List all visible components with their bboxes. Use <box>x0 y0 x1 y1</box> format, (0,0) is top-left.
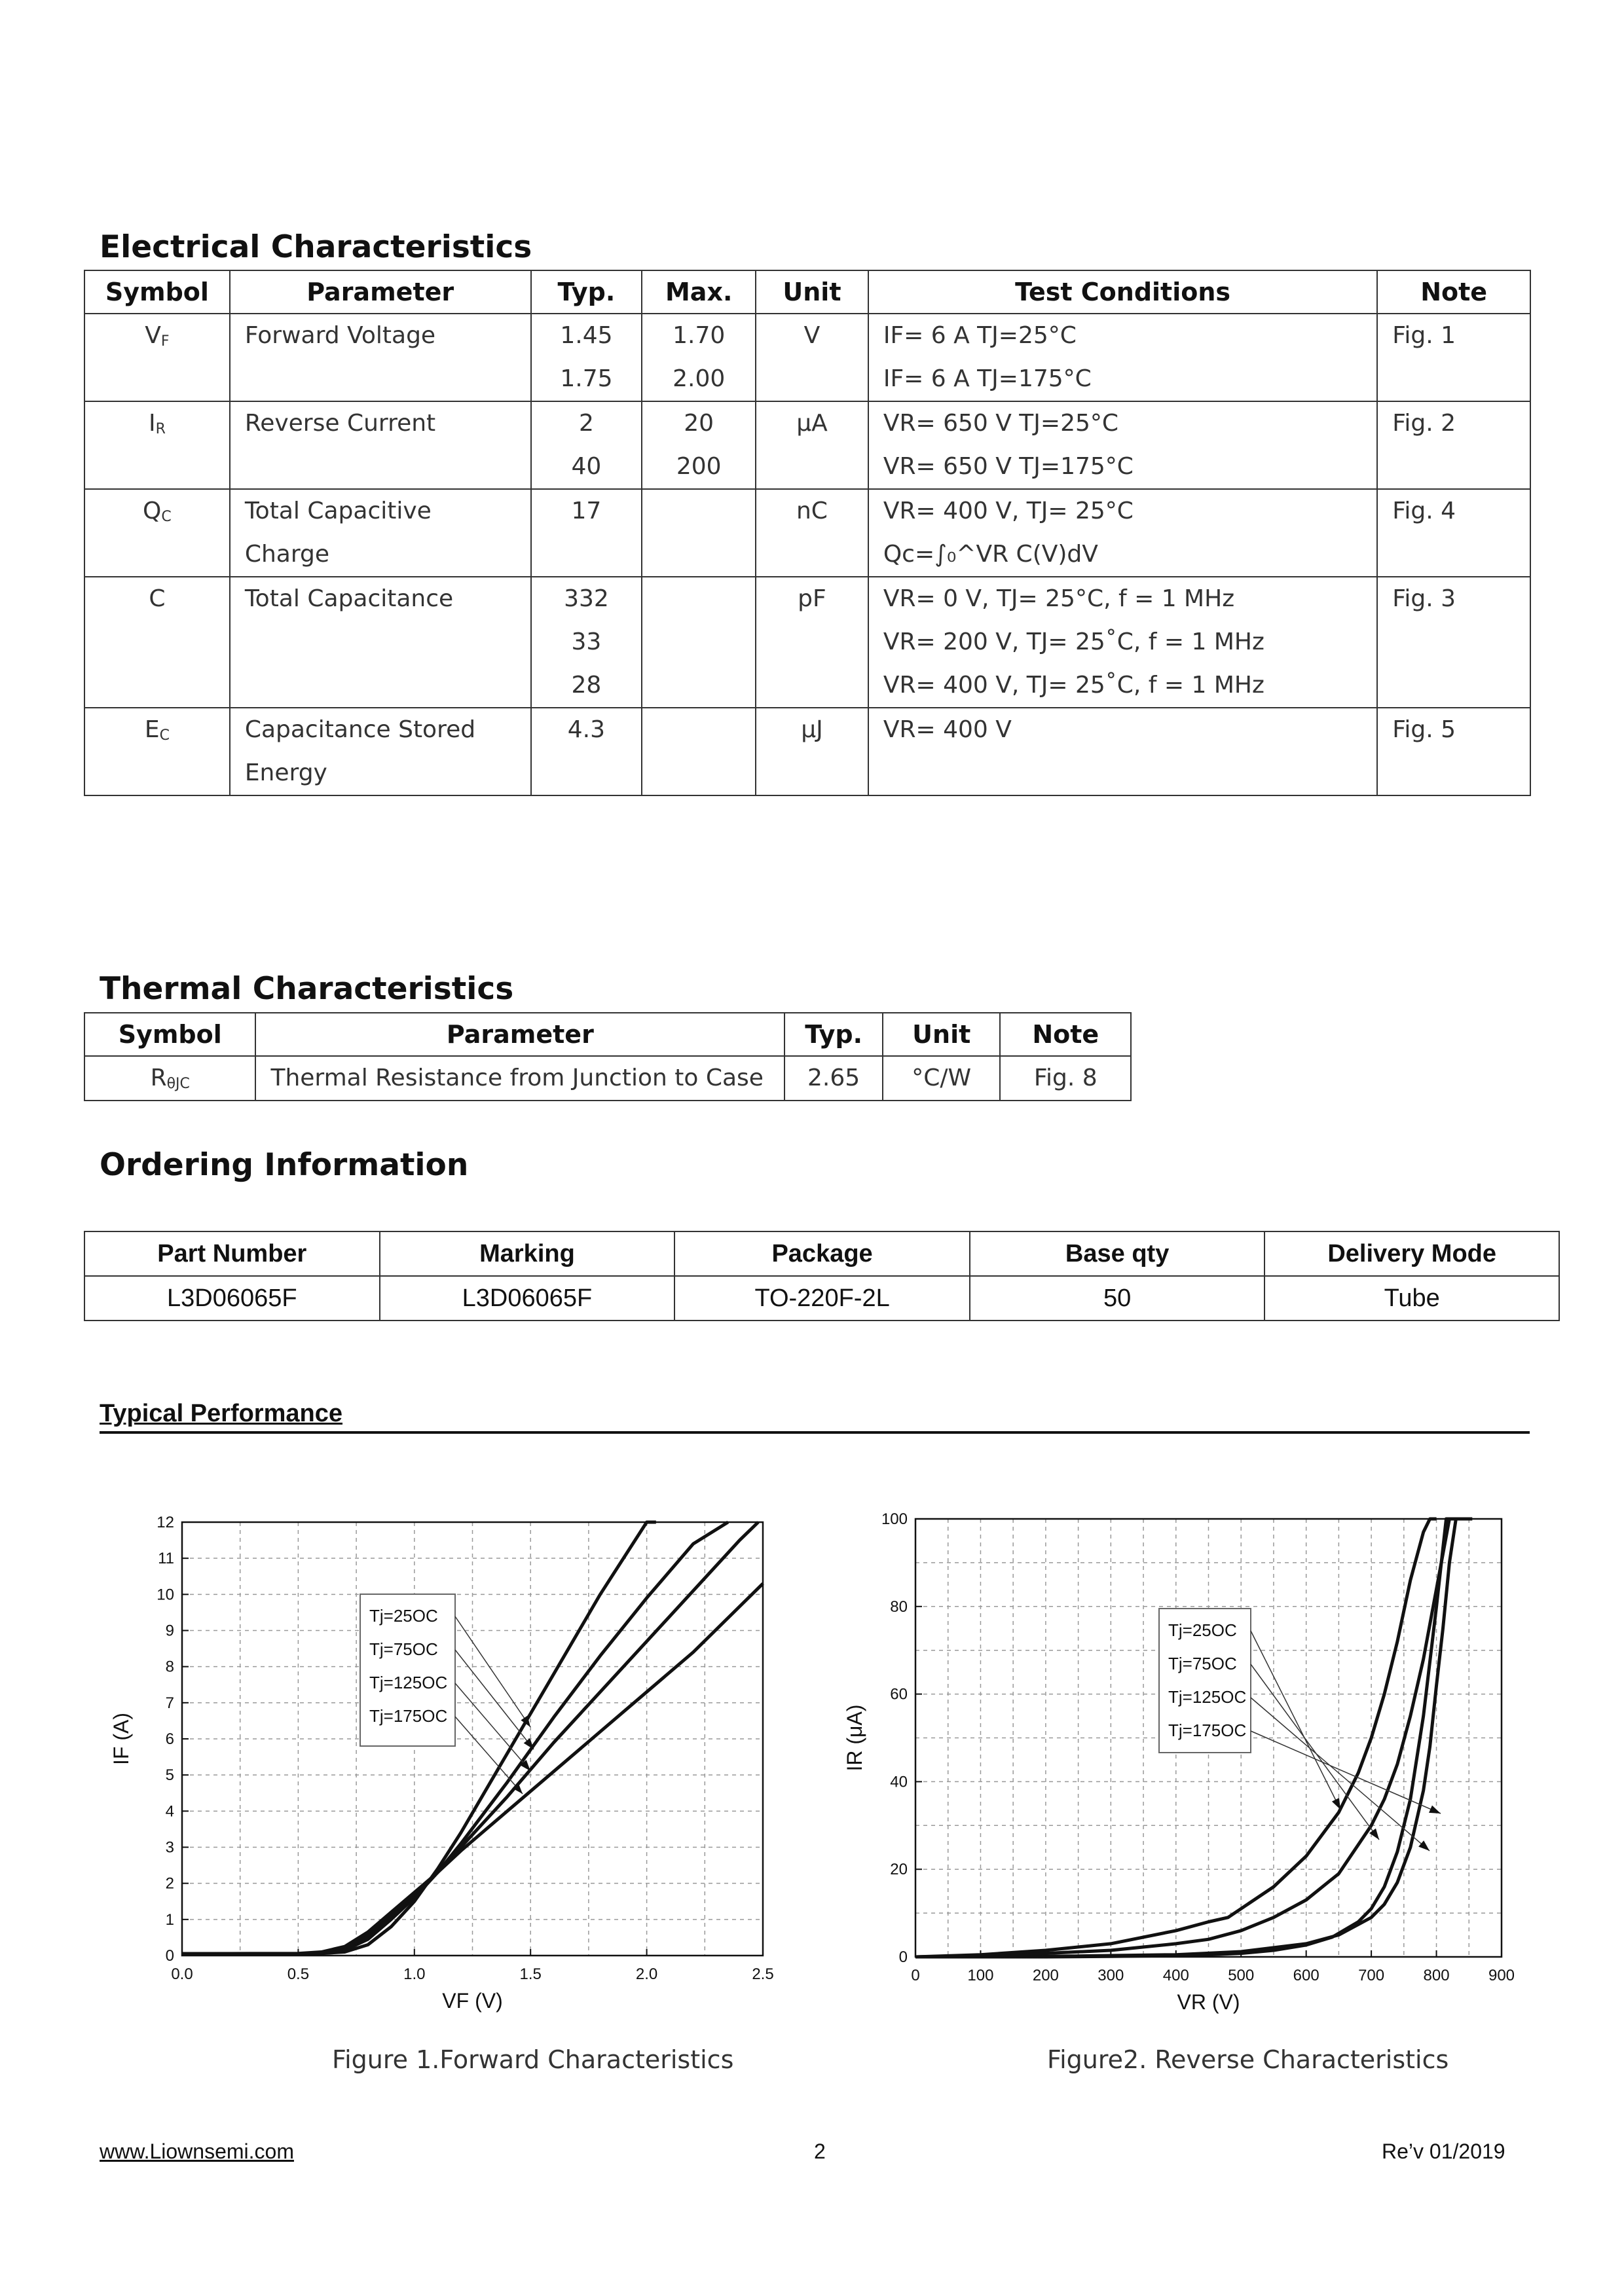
table-row <box>84 401 1530 489</box>
thermal-table <box>84 1012 1132 1101</box>
legend-arrowhead <box>1369 1829 1379 1840</box>
y-tick-label: 6 <box>165 1730 174 1748</box>
note-cell: Fig. 3 <box>1377 577 1530 708</box>
y-tick-label: 60 <box>890 1685 908 1704</box>
footer-revision: Re’v 01/2019 <box>1382 2140 1505 2163</box>
typ-cell <box>531 577 642 708</box>
x-tick-label: 300 <box>1098 1967 1124 1984</box>
legend-entry: Tj=25OC <box>1168 1620 1237 1640</box>
symbol-cell: C <box>84 577 230 708</box>
conditions-cell <box>868 314 1377 401</box>
thermal-typ: 2.65 <box>784 1056 883 1101</box>
legend-pointer <box>455 1650 534 1749</box>
x-tick-label: 1.5 <box>519 1965 542 1983</box>
symbol-cell: $Q_C$ <box>84 489 230 577</box>
conditions-cell <box>868 401 1377 489</box>
note-cell: Fig. 2 <box>1377 401 1530 489</box>
thermal-unit: °C/W <box>883 1056 1001 1101</box>
y-tick-label: 11 <box>158 1550 174 1568</box>
x-tick-label: 2.0 <box>635 1965 658 1983</box>
x-axis-label: VF (V) <box>442 1989 503 2013</box>
cell-line: 20 <box>684 410 714 437</box>
ordering-header-row <box>84 1231 1559 1276</box>
column-header: Symbol <box>84 1013 255 1056</box>
legend-pointer <box>455 1683 530 1771</box>
thermal-symbol: $R_{\theta JC}$ <box>84 1056 255 1101</box>
parameter-cell <box>230 401 531 489</box>
cell-line: 1.70 <box>673 322 726 349</box>
y-tick-label: 100 <box>881 1510 908 1528</box>
typ-cell <box>531 708 642 795</box>
table-cell: L3D06065F <box>380 1276 675 1321</box>
cell-line: 332 <box>564 585 609 612</box>
legend-entry: Tj=125OC <box>1168 1687 1247 1707</box>
cell-line: 4.3 <box>567 716 606 743</box>
symbol-cell: $I_R$ <box>84 401 230 489</box>
x-tick-label: 1.0 <box>403 1965 426 1983</box>
legend-arrowhead <box>1332 1798 1340 1810</box>
cell-line: Energy <box>244 759 327 786</box>
cell-line: Total Capacitive <box>244 498 432 524</box>
column-header: Package <box>674 1231 970 1276</box>
cell-line: IF= 6 A TJ=25°C <box>883 322 1077 349</box>
electrical-header-row <box>84 270 1530 314</box>
max-cell <box>642 314 756 401</box>
note-cell: Fig. 5 <box>1377 708 1530 795</box>
table-row <box>84 1276 1559 1321</box>
note-cell: Fig. 4 <box>1377 489 1530 577</box>
figure2-caption: Figure2. Reverse Characteristics <box>1047 2045 1449 2074</box>
thermal-header-row <box>84 1013 1131 1056</box>
legend-arrowhead <box>1429 1806 1441 1813</box>
legend-entry: Tj=175OC <box>369 1706 448 1726</box>
x-tick-label: 100 <box>967 1967 994 1984</box>
table-row <box>84 577 1530 708</box>
footer-website-link[interactable]: www.Liownsemi.com <box>100 2140 294 2163</box>
unit-cell: V <box>756 314 868 401</box>
y-tick-label: 10 <box>157 1586 174 1604</box>
y-tick-label: 80 <box>890 1597 908 1616</box>
column-header: Unit <box>883 1013 1001 1056</box>
legend-pointer <box>1251 1664 1379 1840</box>
cell-line: 200 <box>676 453 722 480</box>
electrical-table <box>84 270 1531 796</box>
unit-cell: pF <box>756 577 868 708</box>
conditions-cell <box>868 489 1377 577</box>
x-tick-label: 600 <box>1293 1967 1320 1984</box>
y-tick-label: 0 <box>165 1947 174 1965</box>
x-tick-label: 900 <box>1488 1967 1515 1984</box>
reverse-characteristics-chart <box>838 1506 1539 2036</box>
legend-entry: Tj=25OC <box>369 1606 438 1626</box>
x-tick-label: 200 <box>1032 1967 1059 1984</box>
max-cell <box>642 708 756 795</box>
legend-pointer <box>455 1616 530 1727</box>
x-tick-label: 0.0 <box>171 1965 193 1983</box>
table-row <box>84 708 1530 795</box>
forward-characteristics-chart <box>98 1512 805 2036</box>
ordering-title: Ordering Information <box>100 1147 469 1183</box>
y-tick-label: 3 <box>165 1838 174 1857</box>
column-header: Parameter <box>230 270 531 314</box>
column-header: Unit <box>756 270 868 314</box>
cell-line: 1.75 <box>560 365 613 392</box>
symbol-cell: $E_C$ <box>84 708 230 795</box>
column-header: Typ. <box>784 1013 883 1056</box>
cell-line: 17 <box>571 498 602 524</box>
typ-cell <box>531 489 642 577</box>
x-axis-label: VR (V) <box>1177 1990 1240 2014</box>
column-header: Test Conditions <box>868 270 1377 314</box>
cell-line: 1.45 <box>560 322 613 349</box>
thermal-parameter: Thermal Resistance from Junction to Case <box>255 1056 784 1101</box>
y-tick-label: 9 <box>165 1622 174 1640</box>
cell-line: 33 <box>571 629 602 655</box>
cell-line: Capacitance Stored <box>244 716 476 743</box>
y-tick-label: 0 <box>898 1948 908 1966</box>
legend-arrowhead <box>1418 1840 1430 1851</box>
unit-cell: nC <box>756 489 868 577</box>
y-tick-label: 7 <box>165 1694 174 1712</box>
y-tick-label: 20 <box>890 1861 908 1879</box>
table-cell: L3D06065F <box>84 1276 380 1321</box>
figure1-caption: Figure 1.Forward Characteristics <box>332 2045 734 2074</box>
y-tick-label: 2 <box>165 1874 174 1893</box>
column-header: Marking <box>380 1231 675 1276</box>
table-row <box>84 489 1530 577</box>
x-tick-label: 800 <box>1423 1967 1450 1984</box>
cell-line: VR= 400 V <box>883 716 1012 743</box>
cell-line: Reverse Current <box>244 410 436 437</box>
x-tick-label: 700 <box>1358 1967 1385 1984</box>
series-line-3 <box>182 1522 758 1954</box>
parameter-cell <box>230 314 531 401</box>
electrical-title: Electrical Characteristics <box>100 229 532 265</box>
legend-arrowhead <box>524 1738 534 1749</box>
cell-line: VR= 650 V TJ=25°C <box>883 410 1119 437</box>
table-row <box>84 1056 1131 1101</box>
legend-entry: Tj=175OC <box>1168 1721 1247 1740</box>
cell-line: Charge <box>244 541 329 568</box>
typ-cell <box>531 314 642 401</box>
cell-line: VR= 200 V, TJ= 25˚C, f = 1 MHz <box>883 629 1264 655</box>
thermal-title: Thermal Characteristics <box>100 971 514 1007</box>
section-divider <box>100 1431 1530 1434</box>
legend-entry: Tj=75OC <box>1168 1654 1237 1673</box>
legend-entry: Tj=125OC <box>369 1673 448 1692</box>
max-cell <box>642 401 756 489</box>
cell-line: VR= 0 V, TJ= 25°C, f = 1 MHz <box>883 585 1235 612</box>
table-cell: 50 <box>970 1276 1265 1321</box>
y-tick-label: 8 <box>165 1658 174 1676</box>
parameter-cell <box>230 708 531 795</box>
ordering-table <box>84 1231 1560 1321</box>
x-tick-label: 2.5 <box>752 1965 774 1983</box>
legend-pointer <box>1251 1698 1430 1851</box>
max-cell <box>642 489 756 577</box>
symbol-cell: $V_F$ <box>84 314 230 401</box>
parameter-cell <box>230 577 531 708</box>
legend-entry: Tj=75OC <box>369 1639 438 1659</box>
x-tick-label: 0 <box>911 1967 920 1984</box>
cell-line: Forward Voltage <box>244 322 436 349</box>
parameter-cell <box>230 489 531 577</box>
unit-cell: μJ <box>756 708 868 795</box>
y-tick-label: 4 <box>165 1802 174 1821</box>
table-cell: TO-220F-2L <box>674 1276 970 1321</box>
conditions-cell <box>868 577 1377 708</box>
column-header: Parameter <box>255 1013 784 1056</box>
cell-line: IF= 6 A TJ=175°C <box>883 365 1092 392</box>
cell-line: 28 <box>571 672 602 699</box>
cell-line: Total Capacitance <box>244 585 454 612</box>
table-cell: Tube <box>1264 1276 1559 1321</box>
cell-line: VR= 400 V, TJ= 25°C <box>883 498 1134 524</box>
column-header: Delivery Mode <box>1264 1231 1559 1276</box>
cell-line: 2 <box>578 410 594 437</box>
column-header: Part Number <box>84 1231 380 1276</box>
y-tick-label: 5 <box>165 1766 174 1785</box>
typical-performance-title: Typical Performance <box>100 1400 343 1427</box>
max-cell <box>642 577 756 708</box>
y-tick-label: 12 <box>157 1514 174 1531</box>
note-cell: Fig. 1 <box>1377 314 1530 401</box>
y-axis-label: IR (μA) <box>843 1704 866 1772</box>
typ-cell <box>531 401 642 489</box>
cell-line: 40 <box>571 453 602 480</box>
conditions-cell <box>868 708 1377 795</box>
legend-pointer <box>1251 1631 1340 1810</box>
table-row <box>84 314 1530 401</box>
column-header: Base qty <box>970 1231 1265 1276</box>
column-header: Max. <box>642 270 756 314</box>
cell-line: VR= 650 V TJ=175°C <box>883 453 1134 480</box>
footer-page-number: 2 <box>814 2140 826 2163</box>
column-header: Typ. <box>531 270 642 314</box>
thermal-note: Fig. 8 <box>1000 1056 1131 1101</box>
cell-line: VR= 400 V, TJ= 25˚C, f = 1 MHz <box>883 672 1264 699</box>
y-tick-label: 40 <box>890 1773 908 1791</box>
column-header: Symbol <box>84 270 230 314</box>
x-tick-label: 500 <box>1228 1967 1255 1984</box>
cell-line: Qc=∫₀^VR C(V)dV <box>883 541 1098 568</box>
column-header: Note <box>1000 1013 1131 1056</box>
unit-cell: μA <box>756 401 868 489</box>
x-tick-label: 0.5 <box>287 1965 310 1983</box>
y-axis-label: IF (A) <box>109 1713 133 1765</box>
y-tick-label: 1 <box>165 1910 174 1929</box>
x-tick-label: 400 <box>1162 1967 1189 1984</box>
cell-line: 2.00 <box>673 365 726 392</box>
column-header: Note <box>1377 270 1530 314</box>
